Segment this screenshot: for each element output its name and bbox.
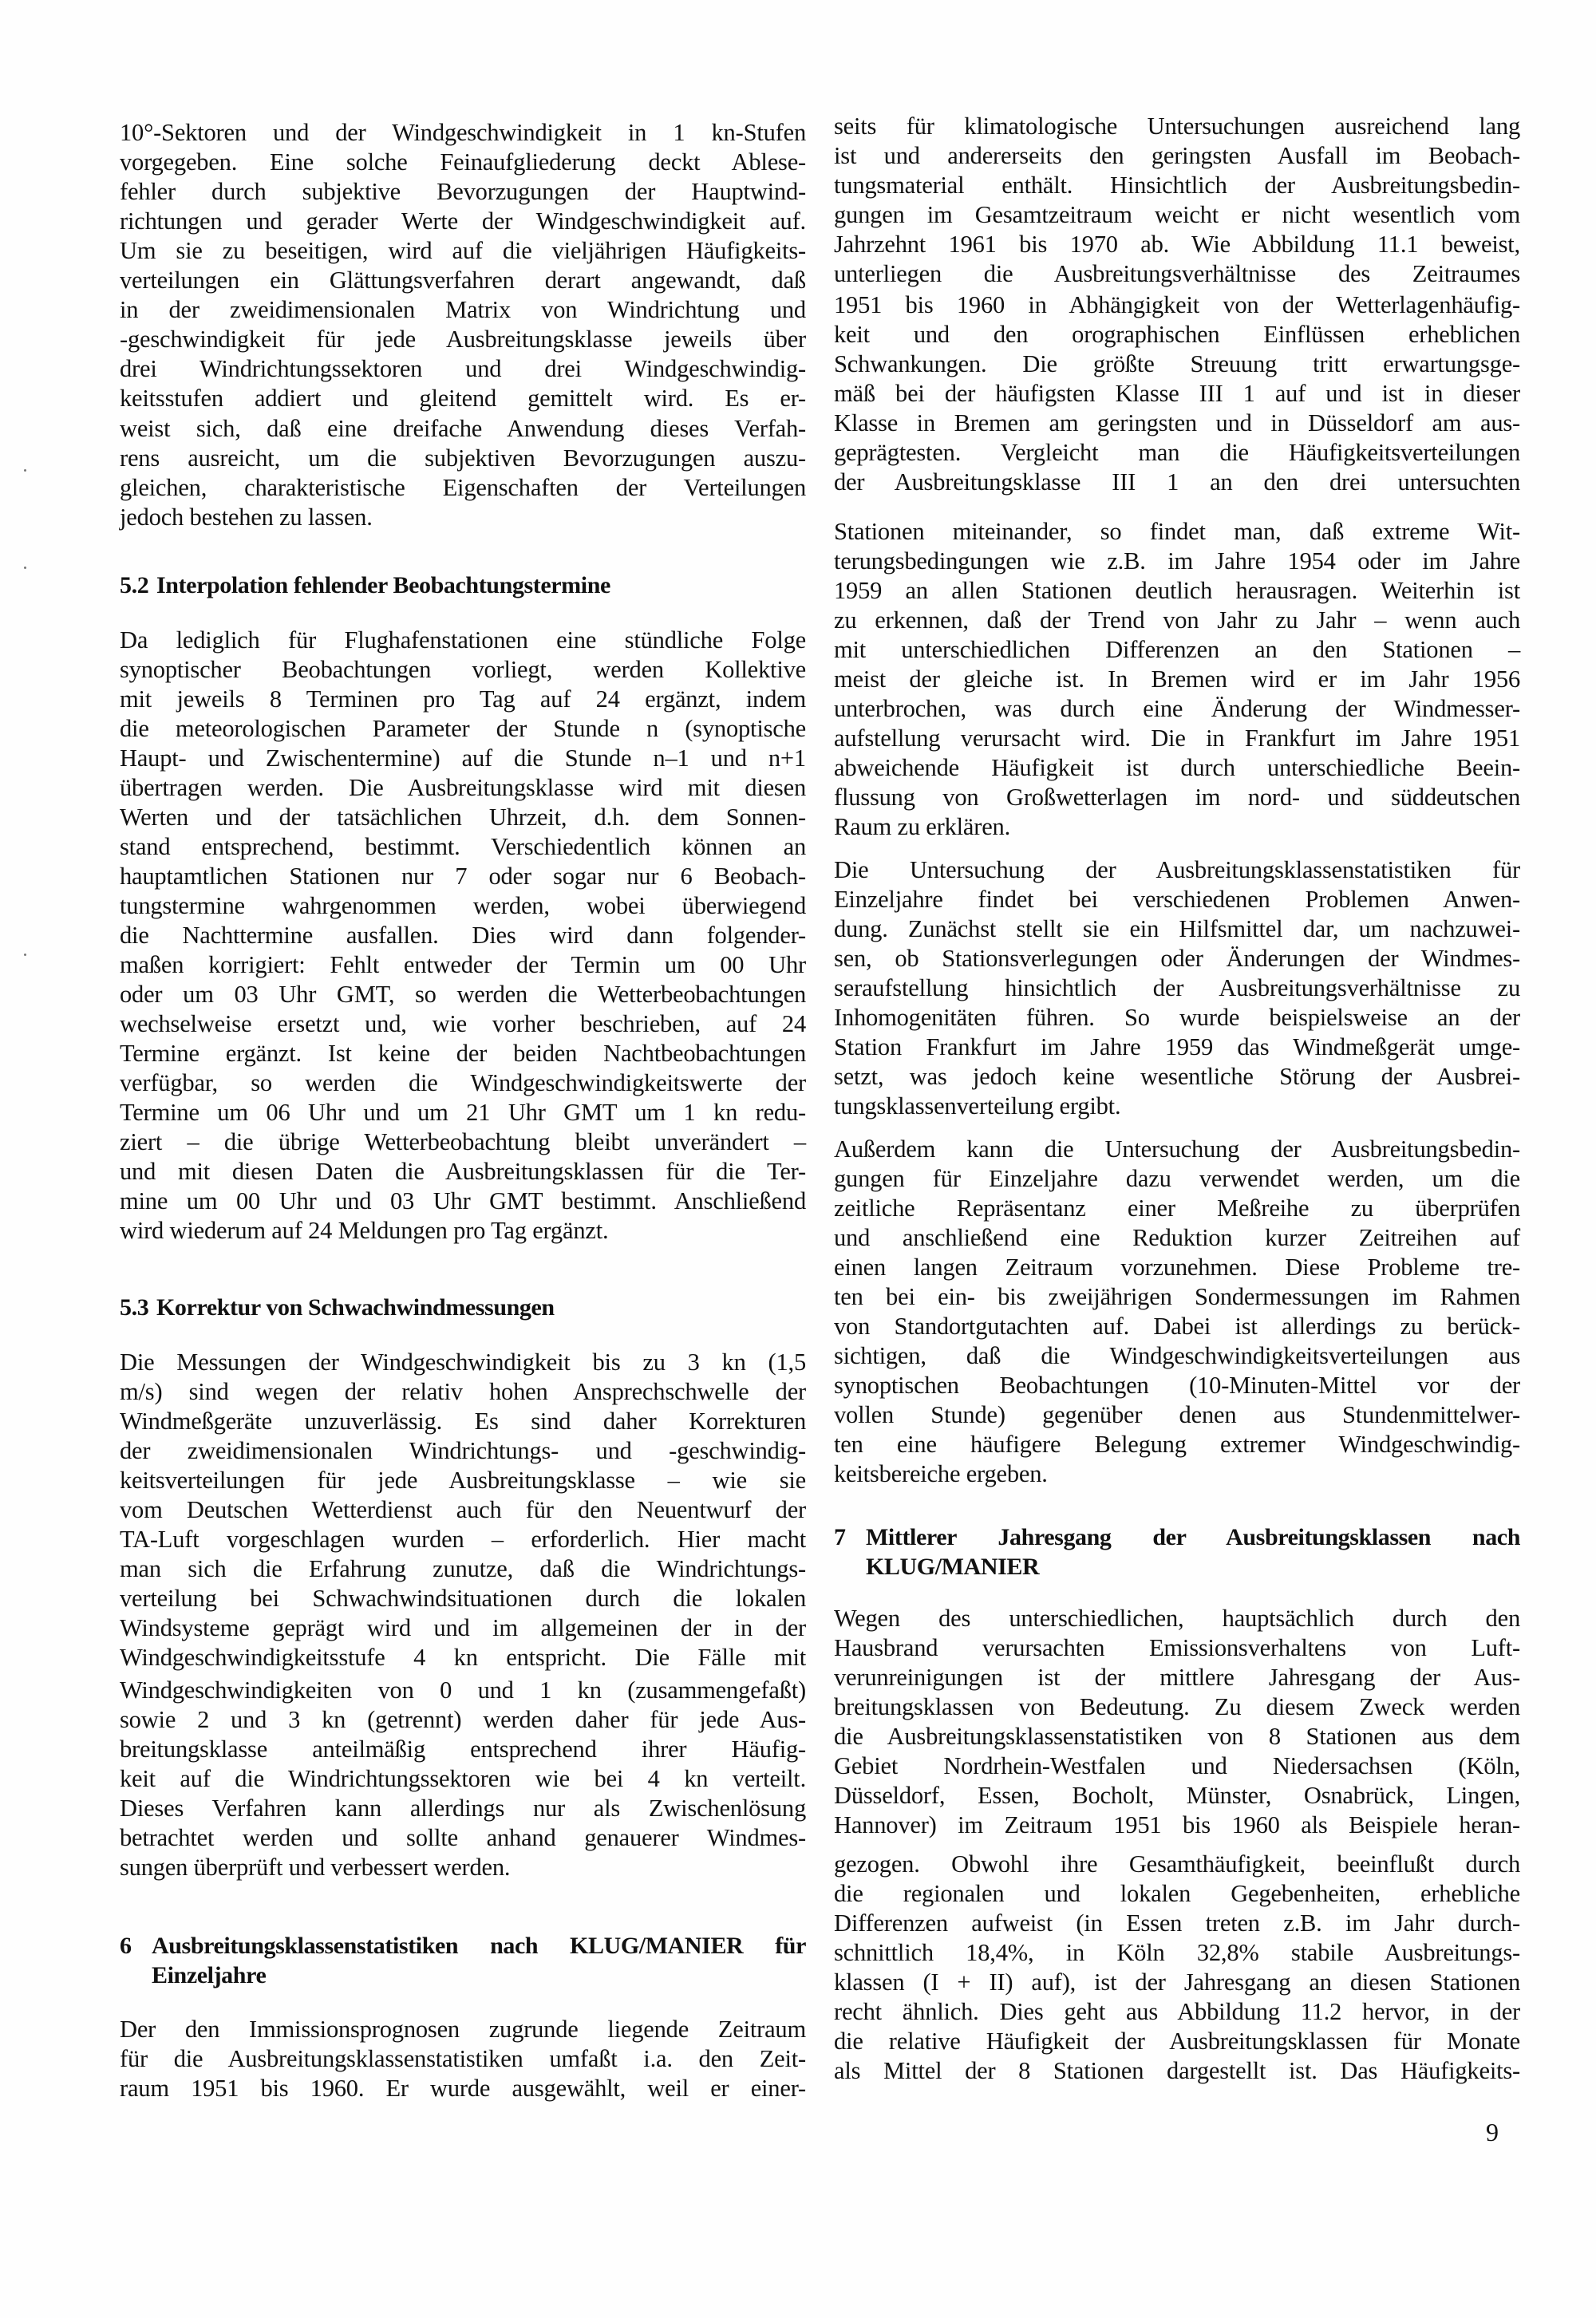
text-line: die relative Häufigkeit der Ausbreitungsklassen für Monate	[834, 2028, 1520, 2055]
text-line: rens ausreicht, um die subjektiven Bevorzugungen auszu-	[120, 444, 806, 472]
text-line: übertragen werden. Die Ausbreitungsklasse wird mit diesen	[120, 774, 806, 801]
text-line: m/s) sind wegen der relativ hohen Ansprechschwelle der	[120, 1378, 806, 1405]
text-line: sichtigen, daß die Windgeschwindigkeitsverteilungen aus	[834, 1342, 1520, 1369]
text-line: die Nachttermine ausfallen. Dies wird dann folgender-	[120, 922, 806, 949]
text-line: Hausbrand verursachten Emissionsverhaltens von Luft-	[834, 1634, 1520, 1661]
text-line: Dieses Verfahren kann allerdings nur als Zwischenlösung	[120, 1795, 806, 1822]
text-line: Da lediglich für Flughafenstationen eine stündliche Folge	[120, 626, 806, 654]
text-line: verunreinigungen ist der mittlere Jahresgang der Aus-	[834, 1664, 1520, 1691]
text-line: Haupt- und Zwischentermine) auf die Stunde n–1 und n+1	[120, 744, 806, 772]
text-line: keit und den orographischen Einflüssen erheblichen	[834, 321, 1520, 348]
text-line: aufstellung verursacht wird. Die in Frankfurt im Jahre 1951	[834, 725, 1520, 752]
section-title-line-2: Einzeljahre	[152, 1962, 267, 1988]
text-line: fehler durch subjektive Bevorzugungen der Hauptwind-	[120, 178, 806, 205]
text-line: Windsysteme geprägt wird und im allgemeinen der in der	[120, 1614, 806, 1641]
text-line: schnittlich 18,4%, in Köln 32,8% stabile Ausbreitungs-	[834, 1939, 1520, 1966]
text-line: keitsstufen addiert und gleitend gemittelt wird. Es er-	[120, 385, 806, 412]
section-title-line-1: Ausbreitungsklassenstatistiken nach KLUG/MANIER für	[152, 1933, 806, 1959]
text-line: in der zweidimensionalen Matrix von Windrichtung und	[120, 296, 806, 323]
text-line: terungsbedingungen wie z.B. im Jahre 1954 oder im Jahre	[834, 547, 1520, 575]
text-line: Werten und der tatsächlichen Uhrzeit, d.h. dem Sonnen-	[120, 804, 806, 831]
text-line: flussung von Großwetterlagen im nord- und süddeutschen	[834, 784, 1520, 811]
text-line: von Standortgutachten auf. Dabei ist allerdings zu berück-	[834, 1313, 1520, 1340]
section-number: 7	[834, 1524, 846, 1550]
text-line: hauptamtlichen Stationen nur 7 oder sogar nur 6 Beobach-	[120, 863, 806, 890]
text-line: als Mittel der 8 Stationen dargestellt ist. Das Häufigkeits-	[834, 2057, 1520, 2084]
section-title: Interpolation fehlender Beobachtungstermine	[156, 572, 610, 598]
text-line: Hannover) im Zeitraum 1951 bis 1960 als Beispiele heran-	[834, 1811, 1520, 1838]
text-line: 1959 an allen Stationen deutlich herausragen. Weiterhin ist	[834, 577, 1520, 604]
text-line: abweichende Häufigkeit ist durch unterschiedliche Beein-	[834, 754, 1520, 781]
text-line: und anschließend eine Reduktion kurzer Zeitreihen auf	[834, 1224, 1520, 1251]
scan-speck	[24, 567, 26, 569]
text-line: verfügbar, so werden die Windgeschwindigkeitswerte der	[120, 1069, 806, 1096]
text-line: Differenzen aufweist (in Essen treten z.B. im Jahr durch-	[834, 1909, 1520, 1937]
text-line: keitsbereiche ergeben.	[834, 1460, 1048, 1487]
text-line: der Ausbreitungsklasse III 1 an den drei untersuchten	[834, 468, 1520, 496]
text-line: Windgeschwindigkeiten von 0 und 1 kn (zusammengefaßt)	[120, 1676, 806, 1704]
text-line: unterbrochen, was durch eine Änderung der Windmesser-	[834, 695, 1520, 722]
text-line: Termine ergänzt. Ist keine der beiden Nachtbeobachtungen	[120, 1040, 806, 1067]
text-line: wechselweise ersetzt und, wie vorher beschrieben, auf 24	[120, 1010, 806, 1037]
text-line: einen langen Zeitraum vorzunehmen. Diese Probleme tre-	[834, 1254, 1520, 1281]
text-line: dung. Zunächst stellt sie ein Hilfsmittel dar, um nachzuwei-	[834, 915, 1520, 942]
text-line: Außerdem kann die Untersuchung der Ausbreitungsbedin-	[834, 1135, 1520, 1163]
text-line: man sich die Erfahrung zunutze, daß die Windrichtungs-	[120, 1555, 806, 1582]
text-line: der zweidimensionalen Windrichtungs- und -geschwindig-	[120, 1437, 806, 1464]
text-line: stand entsprechend, bestimmt. Verschiedentlich können an	[120, 833, 806, 860]
section-title: Korrektur von Schwachwindmessungen	[156, 1294, 555, 1321]
text-line: raum 1951 bis 1960. Er wurde ausgewählt, weil er einer-	[120, 2075, 806, 2102]
text-line: drei Windrichtungssektoren und drei Windgeschwindig-	[120, 355, 806, 382]
text-line: Um sie zu beseitigen, wird auf die vieljährigen Häufigkeits-	[120, 237, 806, 264]
text-line: Windmeßgeräte unzuverlässig. Es sind daher Korrekturen	[120, 1408, 806, 1435]
text-line: Windgeschwindigkeitsstufe 4 kn entspricht. Die Fälle mit	[120, 1644, 806, 1671]
section-heading-6-continued	[152, 1961, 838, 1990]
text-line: 1951 bis 1960 in Abhängigkeit von der Wetterlagenhäufig-	[834, 291, 1520, 318]
section-heading-5-2	[120, 571, 806, 600]
text-line: sen, ob Stationsverlegungen oder Änderungen der Windmes-	[834, 945, 1520, 972]
text-line: mit unterschiedlichen Differenzen an den Stationen –	[834, 636, 1520, 663]
text-line: die meteorologischen Parameter der Stunde n (synoptische	[120, 715, 806, 742]
text-line: maßen korrigiert: Fehlt entweder der Termin um 00 Uhr	[120, 951, 806, 978]
text-line: mit jeweils 8 Terminen pro Tag auf 24 ergänzt, indem	[120, 685, 806, 713]
text-line: die Ausbreitungsklassenstatistiken von 8 Stationen aus dem	[834, 1723, 1520, 1750]
text-line: tungsmaterial enthält. Hinsichtlich der Ausbreitungsbedin-	[834, 172, 1520, 199]
text-line: Düsseldorf, Essen, Bocholt, Münster, Osnabrück, Lingen,	[834, 1782, 1520, 1809]
text-line: Raum zu erklären.	[834, 813, 1011, 840]
section-heading-7-continued	[866, 1552, 1552, 1582]
section-heading-6	[120, 1931, 806, 1961]
scan-speck	[24, 954, 26, 956]
text-line: Schwankungen. Die größte Streuung tritt erwartungsge-	[834, 350, 1520, 377]
section-number: 6	[120, 1933, 132, 1959]
text-line: jedoch bestehen zu lassen.	[120, 503, 373, 531]
section-heading-7	[834, 1522, 1520, 1552]
text-line: die regionalen und lokalen Gegebenheiten, erhebliche	[834, 1880, 1520, 1907]
text-line: keitsverteilungen für jede Ausbreitungsklasse – wie sie	[120, 1467, 806, 1494]
text-line: Stationen miteinander, so findet man, daß extreme Wit-	[834, 518, 1520, 545]
text-line: 10°-Sektoren und der Windgeschwindigkeit in 1 kn-Stufen	[120, 119, 806, 146]
text-line: klassen (I + II) auf), ist der Jahresgang an diesen Stationen	[834, 1969, 1520, 1996]
text-line: meist der gleiche ist. In Bremen wird er im Jahr 1956	[834, 665, 1520, 693]
text-line: und mit diesen Daten die Ausbreitungsklassen für die Ter-	[120, 1158, 806, 1185]
text-line: für die Ausbreitungsklassenstatistiken umfaßt i.a. den Zeit-	[120, 2045, 806, 2072]
text-line: oder um 03 Uhr GMT, so werden die Wetterbeobachtungen	[120, 981, 806, 1008]
text-line: tungsklassenverteilung ergibt.	[834, 1092, 1121, 1120]
text-line: Termine um 06 Uhr und um 21 Uhr GMT um 1 kn redu-	[120, 1099, 806, 1126]
text-line: synoptischen Beobachtungen (10-Minuten-Mittel vor der	[834, 1372, 1520, 1399]
text-line: ten eine häufigere Belegung extremer Windgeschwindig-	[834, 1431, 1520, 1458]
page-number: 9	[1486, 2118, 1499, 2146]
text-line: breitungsklassen von Bedeutung. Zu diesem Zweck werden	[834, 1693, 1520, 1720]
text-line: unterliegen die Ausbreitungsverhältnisse des Zeitraumes	[834, 260, 1520, 287]
text-line: gezogen. Obwohl ihre Gesamthäufigkeit, beeinflußt durch	[834, 1850, 1520, 1878]
section-heading-5-3	[120, 1293, 806, 1322]
text-line: breitungsklasse anteilmäßig entsprechend ihrer Häufig-	[120, 1736, 806, 1763]
text-line: Einzeljahre findet bei verschiedenen Problemen Anwen-	[834, 886, 1520, 913]
text-line: Die Untersuchung der Ausbreitungsklassenstatistiken für	[834, 856, 1520, 883]
text-line: Der den Immissionsprognosen zugrunde liegende Zeitraum	[120, 2016, 806, 2043]
text-line: Station Frankfurt im Jahre 1959 das Windmeßgerät umge-	[834, 1033, 1520, 1060]
text-line: weist sich, daß eine dreifache Anwendung dieses Verfah-	[120, 415, 806, 442]
text-line: Wegen des unterschiedlichen, hauptsächlich durch den	[834, 1605, 1520, 1632]
text-line: verteilung bei Schwachwindsituationen durch die lokalen	[120, 1585, 806, 1612]
text-line: Inhomogenitäten führen. So wurde beispielsweise an der	[834, 1004, 1520, 1031]
scan-speck	[24, 469, 26, 472]
text-line: richtungen und gerader Werte der Windgeschwindigkeit auf.	[120, 207, 806, 235]
text-line: Gebiet Nordrhein-Westfalen und Niedersachsen (Köln,	[834, 1752, 1520, 1779]
section-number: 5.2	[120, 572, 149, 598]
text-line: zeitliche Repräsentanz einer Meßreihe zu überprüfen	[834, 1195, 1520, 1222]
section-number: 5.3	[120, 1294, 149, 1321]
text-line: ziert – die übrige Wetterbeobachtung bleibt unverändert –	[120, 1128, 806, 1155]
section-title-line-1: Mittlerer Jahresgang der Ausbreitungsklassen nach	[866, 1524, 1520, 1550]
text-line: gleichen, charakteristische Eigenschaften der Verteilungen	[120, 474, 806, 501]
text-line: geprägtesten. Vergleicht man die Häufigkeitsverteilungen	[834, 439, 1520, 466]
text-line: Die Messungen der Windgeschwindigkeit bis zu 3 kn (1,5	[120, 1349, 806, 1376]
text-line: wird wiederum auf 24 Meldungen pro Tag ergänzt.	[120, 1217, 609, 1244]
text-line: sungen überprüft und verbessert werden.	[120, 1854, 511, 1881]
text-line: ist und andererseits den geringsten Ausfall im Beobach-	[834, 142, 1520, 169]
text-line: seraufstellung hinsichtlich der Ausbreitungsverhältnisse zu	[834, 974, 1520, 1001]
text-line: gungen im Gesamtzeitraum weicht er nicht wesentlich vom	[834, 201, 1520, 228]
text-line: synoptischer Beobachtungen vorliegt, werden Kollektive	[120, 656, 806, 683]
text-line: Klasse in Bremen am geringsten und in Düsseldorf am aus-	[834, 409, 1520, 436]
text-line: sowie 2 und 3 kn (getrennt) werden daher für jede Aus-	[120, 1706, 806, 1733]
text-line: mäß bei der häufigsten Klasse III 1 auf und ist in dieser	[834, 380, 1520, 407]
text-line: verteilungen ein Glättungsverfahren derart angewandt, daß	[120, 267, 806, 294]
text-line: vorgegeben. Eine solche Feinaufgliederung deckt Ablese-	[120, 148, 806, 176]
text-line: vom Deutschen Wetterdienst auch für den Neuentwurf der	[120, 1496, 806, 1523]
text-line: seits für klimatologische Untersuchungen ausreichend lang	[834, 113, 1520, 140]
text-line: vollen Stunde) gegenüber denen aus Stundenmittelwer-	[834, 1401, 1520, 1428]
text-line: mine um 00 Uhr und 03 Uhr GMT bestimmt. Anschließend	[120, 1187, 806, 1214]
text-line: gungen für Einzeljahre dazu verwendet werden, um die	[834, 1165, 1520, 1192]
text-line: TA-Luft vorgeschlagen wurden – erforderlich. Hier macht	[120, 1526, 806, 1553]
text-line: keit auf die Windrichtungssektoren wie bei 4 kn verteilt.	[120, 1765, 806, 1792]
text-line: zu erkennen, daß der Trend von Jahr zu Jahr – wenn auch	[834, 606, 1520, 634]
text-line: recht ähnlich. Dies geht aus Abbildung 11.2 hervor, in der	[834, 1998, 1520, 2025]
text-line: Jahrzehnt 1961 bis 1970 ab. Wie Abbildung 11.1 beweist,	[834, 231, 1520, 258]
text-line: betrachtet werden und sollte anhand genauerer Windmes-	[120, 1824, 806, 1851]
text-line: setzt, was jedoch keine wesentliche Störung der Ausbrei-	[834, 1063, 1520, 1090]
text-line: ten bei ein- bis zweijährigen Sondermessungen im Rahmen	[834, 1283, 1520, 1310]
text-line: tungstermine wahrgenommen werden, wobei überwiegend	[120, 892, 806, 919]
text-line: -geschwindigkeit für jede Ausbreitungsklasse jeweils über	[120, 326, 806, 353]
section-title-line-2: KLUG/MANIER	[866, 1554, 1040, 1580]
